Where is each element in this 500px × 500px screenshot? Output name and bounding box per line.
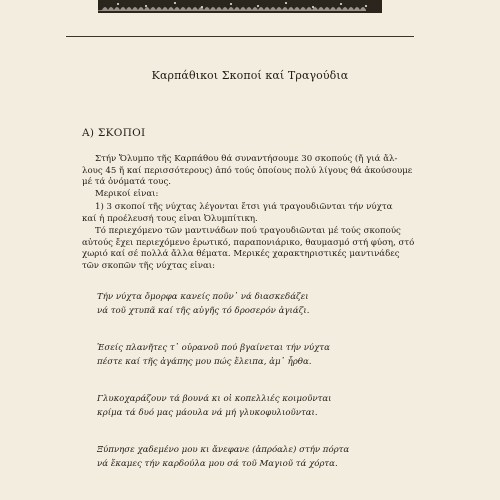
verse-line: Τήν νύχτα ὄμορφα κανείς ποῦν᾽ νά διασκεδάζει (97, 292, 309, 302)
verse-line: Γλυκοχαράζουν τά βουνά κι οἱ κοπελλιές κοιμοῦνται (97, 394, 332, 404)
paragraph-line: τῶν σκοπῶν τῆς νύχτας εἶναι: (82, 260, 216, 271)
verse-couplet (97, 291, 309, 318)
paragraph-line: Μερικοί εἶναι: (95, 188, 159, 199)
paragraph-some-are (82, 189, 422, 201)
ornamental-header-band (98, 0, 382, 13)
horizontal-rule (66, 36, 414, 37)
section-heading: Α) ΣΚΟΠΟΙ (82, 127, 146, 139)
verse-line: νά τοῦ χτυπᾶ καί τῆς αὐγῆς τό δροσερόν ἀγιάζι. (97, 305, 310, 316)
verse-line: κρίμα τά δυό μας μάουλα νά μή γλυκοφυλιοῦνται. (97, 407, 318, 418)
paragraph-line: 1) 3 σκοποί τῆς νύχτας λέγονται ἔτσι γιά τραγουδιῶνται τήν νύχτα (95, 202, 393, 212)
paragraph-content (82, 226, 422, 272)
paragraph-line: καί ἡ προέλευσή τους εἶναι Ὀλυμπίτικη. (82, 213, 258, 224)
page-title: Καρπάθικοι Σκοποί καί Τραγούδια (151, 69, 349, 82)
verse-line: πέστε καί τῆς ἀγάπης μου πώς ἔλειπα, ἀμ᾽ ἦρθα. (97, 356, 312, 367)
verse-line: Ξύπνησε χαδεμένο μου κι ἄνεφανε (ἀπρόαλε) στήν πόρτα (97, 445, 350, 455)
paragraph-line: χωριό καί σέ πολλά ἄλλα θέματα. Μερικές χαρακτηριστικές μαντινάδες (82, 249, 400, 259)
verse-line: νά ἔκαμες τήν καρδούλα μου σά τοῦ Μαγιοῦ τά χόρτα. (97, 458, 338, 469)
paragraph-line: λους 45 ἤ καί περισσότερους) ἀπό τούς ὁποίους πολύ λίγους θά ἀκούσουμε (82, 165, 413, 176)
paragraph-intro (82, 154, 422, 189)
verse-couplet (97, 393, 332, 420)
paragraph-line: μέ τά ὀνόματά τους. (82, 177, 172, 187)
paragraph-line: Στήν Ὄλυμπο τῆς Καρπάθου θά συναντήσουμε 30 σκοπούς (ἤ γιά ἄλ- (95, 154, 398, 164)
paragraph-line: Τό περιεχόμενο τῶν μαντινάδων πού τραγουδιῶνται μέ τούς σκοπούς (95, 226, 401, 236)
paragraph-line: αὐτούς ἔχει περιεχόμενο ἐρωτικό, παραπονιάρικο, θαυμασμό στή φύση, στό (82, 237, 415, 248)
verse-couplet (97, 444, 349, 471)
verse-couplet (97, 342, 330, 369)
paragraph-night-tunes (82, 202, 422, 225)
verse-line: Ἐσείς πλανῆτες τ᾽ οὐρανοῦ πού βγαίνεται τήν νύχτα (97, 343, 330, 353)
